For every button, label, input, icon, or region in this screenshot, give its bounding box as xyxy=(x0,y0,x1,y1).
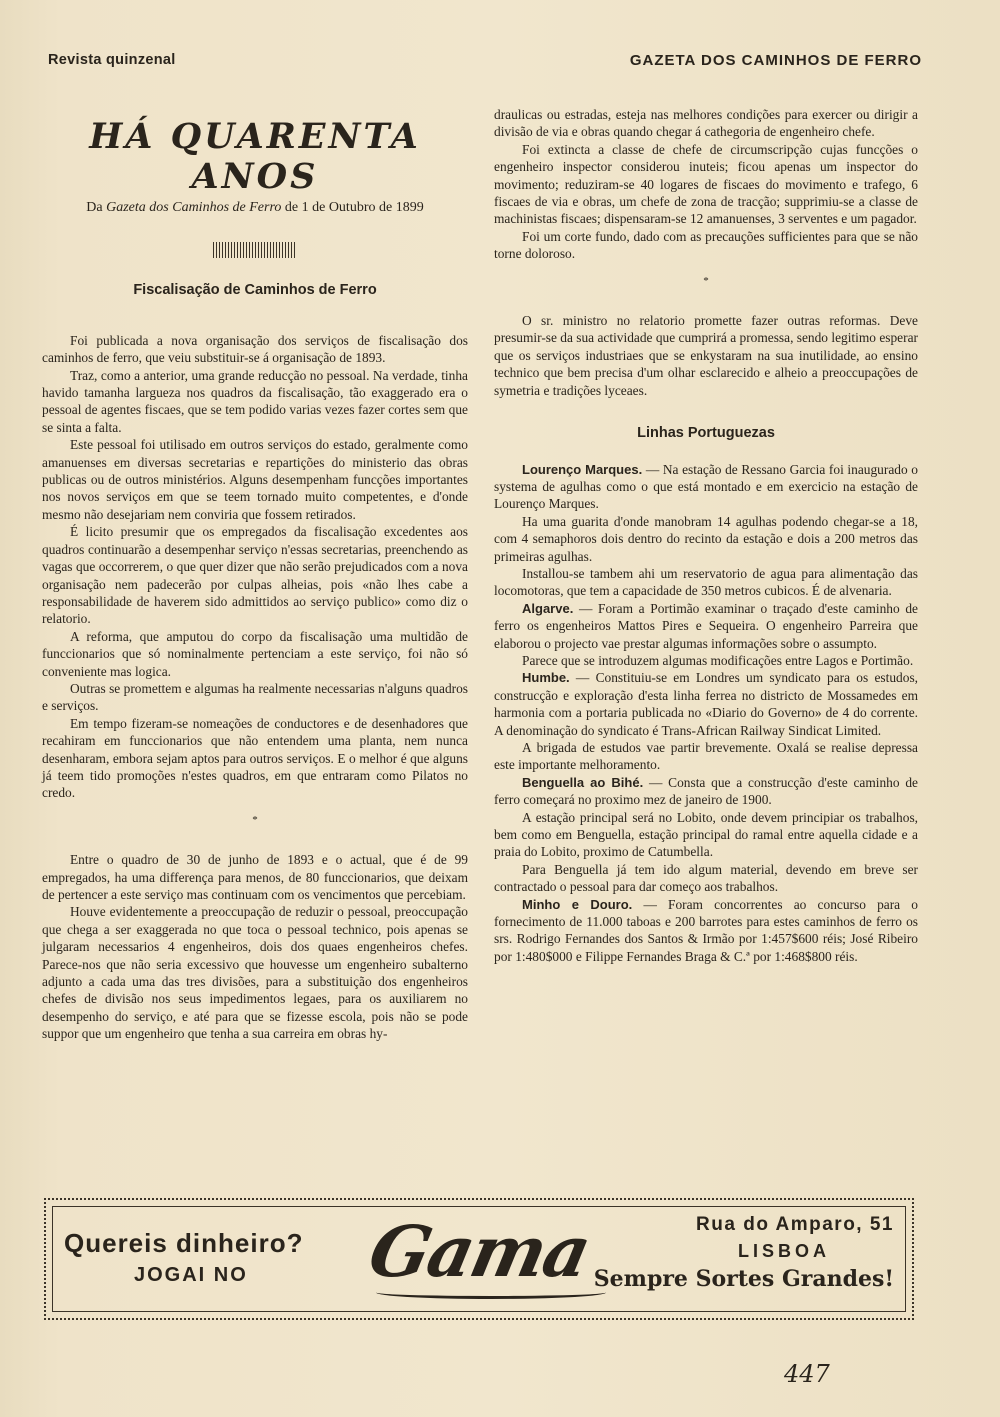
subtitle-publication: Gazeta dos Caminhos de Ferro xyxy=(106,200,282,215)
entry-lead: Algarve. xyxy=(522,600,574,616)
header-right: GAZETA DOS CAMINHOS DE FERRO xyxy=(629,52,922,69)
entry-lead: Humbe. xyxy=(522,670,570,686)
news-entry xyxy=(494,774,918,809)
ad-question: Quereis dinheiro? xyxy=(64,1228,304,1258)
entry-lead: Minho e Douro. xyxy=(522,896,633,912)
ad-logo-swash xyxy=(376,1286,606,1299)
paragraph: Foi um corte fundo, dado com as precauções sufficientes para que se não torne doloroso. xyxy=(494,228,918,262)
entry-lead: Benguella ao Bihé. xyxy=(522,774,644,790)
paragraph: Outras se promettem e algumas ha realmente necessarias n'alguns quadros e serviços. xyxy=(42,680,468,714)
left-column xyxy=(42,115,468,1043)
news-entry xyxy=(494,513,918,565)
paragraph: É licito presumir que os empregados da fiscalisação excedentes aos quadros continuarão a desempenhar serviço n'essas secretarias, preenchendo as vagas que occorrerem, o que quer dizer que não serão prejudicados com a nova organisação nem padecerão por culpas alheias, pois «não lhes cabe a responsabilidade de haverem sido admittidos ao serviço publico» como diz o relatorio. xyxy=(42,524,468,627)
entry-text: Para Benguella já tem ido algum material, devendo em breve ser contractado o pessoal para dar começo aos trabalhos. xyxy=(494,861,918,895)
entry-lead: Lourenço Marques. xyxy=(522,461,643,477)
news-entry xyxy=(494,739,918,774)
entry-text: — Foram a Portimão examinar o traçado d'este caminho de ferro os engenheiros Mattos Pires e Sequeira. O engenheiro Parreira que elaborou o projecto vae prestar algumas informações sobre o assumpto. xyxy=(494,600,918,651)
header-left: Revista quinzenal xyxy=(48,52,176,68)
news-entry xyxy=(494,809,918,861)
right-column xyxy=(494,106,918,965)
paragraph: O sr. ministro no relatorio promette fazer outras reformas. Deve presumir-se da sua actividade que cumprirá a promessa, sendo legitimo esperar que os serviços industriaes que se enkystaram na sua inutilidade, ao ensino technico que bem precisa d'um olhar esclarecido e alheio a preoccupações de symetria e tradições lyceaes. xyxy=(494,313,918,398)
paragraph: A reforma, que amputou do corpo da fiscalisação uma multidão de funccionarios que só nominalmente pertenciam a este serviço, foi não só conveniente mas logica. xyxy=(42,628,468,679)
entry-text: — Foram concorrentes ao concurso para o fornecimento de 11.000 taboas e 200 barrotes para estes caminhos de ferro os srs. Rodrigo Fernandes dos Santos & Irmão por 1:457$600 réis; José Ribeiro por 1:480$000 e Filippe Fernandes Braga & C.ª por 1:468$800 réis. xyxy=(494,896,918,964)
entry-text: A estação principal será no Lobito, onde devem principiar os trabalhos, bem como em Benguella, estação principal do ramal entre aquella cidade e a praia do Lobito, proximo de Catumbella. xyxy=(494,809,918,860)
news-entry xyxy=(494,600,918,652)
section-separator-star: * xyxy=(703,274,709,287)
paragraph-continued: draulicas ou estradas, esteja nas melhores condições para exercer ou dirigir a divisão de via e obras quando chegar á cathegoria de engenheiro chefe. xyxy=(494,107,918,140)
paragraph: Entre o quadro de 30 de junho de 1893 e o actual, que é de 99 empregados, ha uma differença para menos, de 80 funccionarios, que deixam de pertencer a este serviço mas continuam com os vencimentos que percebiam. xyxy=(42,852,468,902)
advertisement xyxy=(44,1198,914,1320)
ad-address: Rua do Amparo, 51 xyxy=(696,1214,894,1235)
entry-text: Installou-se tambem ahi um reservatorio de agua para alimentação das locomotoras, que tem a capacidade de 350 metros cubicos. É de alvenaria. xyxy=(494,565,918,599)
section-heading-linhas: Linhas Portuguezas xyxy=(637,425,775,442)
paragraph: Este pessoal foi utilisado em outros serviços do estado, geralmente como amanuenses em diversas secretarias e repartições do ministerio das obras publicas ou de outros ministérios. Alguns desempenham funcções importantes nos novos serviços em que se teem tornado muito competentes, e d'onde mesmo não desejariam nem conviria que fossem retirados. xyxy=(42,437,468,522)
subtitle xyxy=(42,199,468,216)
news-entry xyxy=(494,896,918,966)
news-entry xyxy=(494,565,918,600)
subtitle-prefix: Da xyxy=(86,200,103,215)
ad-city: LISBOA xyxy=(737,1241,830,1261)
section-separator-star: * xyxy=(252,813,258,826)
news-entry xyxy=(494,652,918,669)
subtitle-suffix: de 1 de Outubro de 1899 xyxy=(284,200,424,215)
ornament-divider xyxy=(213,242,297,258)
paragraph: Foi publicada a nova organisação dos serviços de fiscalisação dos caminhos de ferro, que veiu substituir-se á organisação de 1893. xyxy=(42,332,468,366)
entry-text: Ha uma guarita d'onde manobram 14 agulhas podendo chegar-se a 18, com 4 semaphoros dois dentro do recinto da estação e dois a 200 metros das primeiras agulhas. xyxy=(494,513,918,564)
page-number: 447 xyxy=(784,1360,830,1388)
entry-text: Parece que se introduzem algumas modificações entre Lagos e Portimão. xyxy=(522,652,914,668)
entry-text: — Constituiu-se em Londres um syndicato para os estudos, construcção e exploração d'esta linha ferrea no districto de Mossamedes em harmonia com a portaria publicada no «Diario do Governo» de 4 do corrente. A denominação do syndicato é Trans-African Railway Sindicat Limited. xyxy=(494,670,918,738)
section-heading-fiscalisacao: Fiscalisação de Caminhos de Ferro xyxy=(133,282,377,299)
paragraph: Foi extincta a classe de chefe de circumscripção cujas funcções o engenheiro inspector considerou inuteis; ficou apenas um inspector do movimento; reduziram-se 40 logares de fiscaes do movimento e trafego, 6 fiscaes de via e obras, um chefe de zona de tracção; supprimiu-se a classe de machinistas fiscaes; dispensaram-se 12 amanuenses, 3 serventes e um pagador. xyxy=(494,141,918,227)
entry-text: — Consta que a construcção d'este caminho de ferro começará no proximo mez de janeiro de 1900. xyxy=(494,774,918,808)
main-title: HÁ QUARENTA ANOS xyxy=(89,116,421,197)
ad-play: JOGAI NO xyxy=(134,1264,248,1286)
paragraph: Houve evidentemente a preoccupação de reduzir o pessoal, preoccupação que chega a ser exaggerada no que toca o pessoal technico, pois apenas se julgaram necessarios 4 engenheiros, dois dos quaes engenheiros chefes. Parece-nos que não seria excessivo que houvesse um engenheiro subalterno adjunto a cada uma das tres divisões, para a substituição dos engenheiros chefes de divisão nos seus impedimentos legaes, para os auxiliarem no desempenho do serviço, e até para que se fizesse escola, pois não se pode suppor que um engenheiro que tenha a sua carreira em obras hy- xyxy=(42,904,468,1042)
ad-slogan: Sempre Sortes Grandes! xyxy=(593,1266,894,1292)
paragraph: Em tempo fizeram-se nomeações de conductores e de desenhadores que recahiram em funccionarios que não entendem uma planta, nem nunca desenharam, embora sejam aptos para outros serviços. E o melhor é que alguns já teem tido promoções n'estes quadros, em que entraram como Pilatos no credo. xyxy=(42,715,468,801)
news-entry xyxy=(494,861,918,896)
entry-text: A brigada de estudos vae partir brevemente. Oxalá se realise depressa este importante melhoramento. xyxy=(494,740,918,773)
paragraph: Traz, como a anterior, uma grande reducção no pessoal. Na verdade, tinha havido tamanha largueza nos quadros da fiscalisação, tão exaggerado era o pessoal de agentes fiscaes, que se tem podido varias vezes fazer cortes sem que se sinta a falta. xyxy=(42,367,468,435)
news-entry xyxy=(494,461,918,513)
news-entry xyxy=(494,669,918,739)
entry-text: — Na estação de Ressano Garcia foi inaugurado o systema de agulhas como o que está montado e em exercicio na estação de Lourenço Marques. xyxy=(494,461,918,512)
ad-brand-logo: Gama xyxy=(362,1210,597,1293)
